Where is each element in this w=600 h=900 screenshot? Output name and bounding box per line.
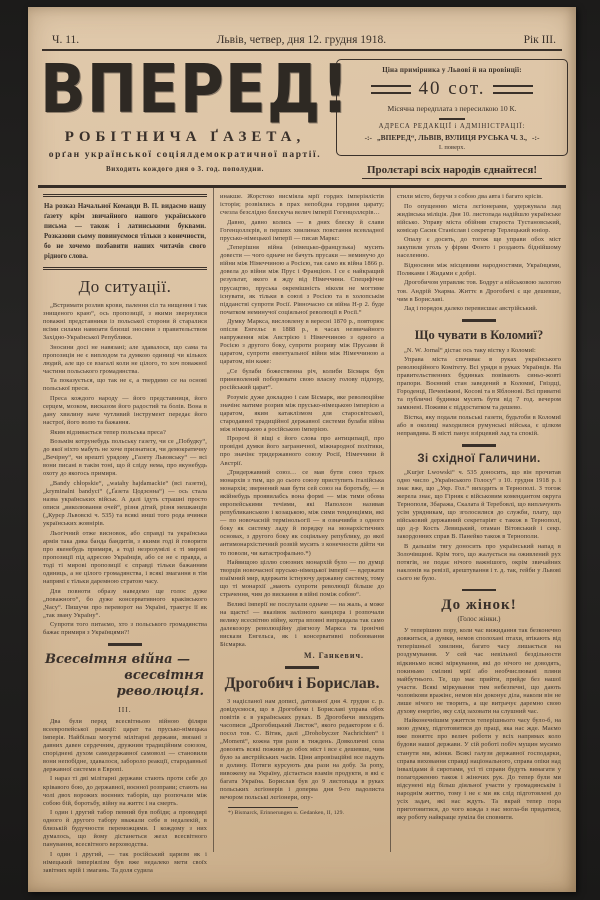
masthead-row — [28, 51, 576, 179]
dateline: Львів, четвер, дня 12. грудня 1918. — [216, 34, 387, 46]
newspaper-subtitle: РОБІТНИЧА ҐАЗЕТА, — [64, 128, 306, 145]
article-title-situation: До ситуації. — [78, 277, 172, 296]
footnote: *) Bismarck, Erinnerungen u. Gedanken, II, 129. — [228, 810, 345, 817]
double-line-ornament — [493, 85, 533, 94]
slogan: Пролєтарі всіх народів єднайтеся! — [362, 164, 542, 179]
article-title-east-galicia: Зі східної Галичини. — [417, 452, 541, 465]
paragraph: „Bandy chłopskie“, „watahy hajdamackie“ (всі газети), „kryminalni bandyci“ („Ґазета Цодзєнна“) — ось стала назва українських військ. А далі ідуть страшні просто описи „виколювання очей“, різня дітий, різня мешканців („Курєр Львовскі ч. 535) та всякі инші того рода вчинки українських жовнірів. — [43, 479, 207, 528]
article-subtitle-to-women: (Голос жінки.) — [457, 615, 501, 624]
paragraph: „Се булаби божественна річ, колиби Бісмарк був приневолений поборювати свою власну голову підпору, російський царат“. — [220, 367, 384, 392]
paragraph: Найконечнішим ужиттєм теперішнього часу було-б, на мою думку, підготовитися до праці, яка нас жде. Маємо вже поняттє про велич роботи у всіх напрямах коло будови нашої держави. У сій роботі побіч мущин мусимо станути ми, жінки. Всякі галузи державної господарки, справа виховання справді національного, справа опіки над інвалідами й сиротами, усі ті справи будуть вимагати у полагодженню також і жіночих рук. До тепер були ми відсунені від більш діяльної участи у громадянськім і народнім життю, тому і не є ми як слід підготовлені до усіх задач, які нас ждуть. Та вкрай тепер пора приготовитися, до чого кожда з нас могла-би придатися, яку роботу найкраще зуміла би сповнити. — [397, 717, 561, 821]
paragraph: Опалу є досить, до тогож ще управи обох міст закупили уголь у фірми Фонто і роздають біднійшому населенню. — [397, 236, 561, 260]
paragraph: Найвищою ціллю союзних монархій було — по думці творців новочасної прусько-німецької імперії — вдержати взаїмний мир, вдержати істнуючу державну систему, тому що ті монархії „мають супроти революції більше до страчення, чим до вискання в війні поміж собою“. — [220, 559, 384, 599]
paragraph: У теперішню пору, коли час вижидання так безконечно довжиться, а думки, немов сполохані птахи, втікають від теперішньої хвилини, багато часу лишається на роздумування. У сей час невільної бездільности відкиньмо всякі міркування, які до нічого не доводять, покиньмо сміливі мрії або необчислювані пляни майбутнього. Те, що має прийти, прийде без нашої участи. Всякі міркування тим небезпечні, що дають чоловікови вражінє, немов він доконує діла, наколи він не лише нічого не творить, а ще витрачує даремно свою духову енергію, яку слід заховати на слушний час. — [397, 627, 561, 715]
column-1 — [37, 188, 213, 874]
column-3 — [390, 188, 567, 852]
paragraph: Лад і порядок далеко перевисшає австрійський. — [404, 305, 538, 313]
paragraph: „Теперішня війна (німецько-французька) мусить довести — чого одначе не бачуть прусаки — неминучо до війни між Німеччиною а Росією, так само як війна 1866 р. довела до війни між Прус і Францією. І се є найкращий результат, якого я жду від Німеччини. Специфічне прусацтво, пруська окремішність ніколи не могтиме існувати, як тільки в союзі з Росією та в холопськім підданстві супроти Росії. Рівночасно ся війна Н-р 2. буде початком неминучої соціяльної революції в Росії.“ — [220, 244, 384, 316]
paragraph: „Встримати розлив крови, палення сіл та нищення і так знищеного краю“, ось пропозиції, з якими звернулися поважні представники із польської сторони й старалися всіми силами навязати близші зносини з правительством Західно-Української Републики. — [43, 302, 207, 342]
body-columns — [28, 188, 576, 874]
article-body-to-women — [397, 627, 561, 822]
masthead — [40, 50, 350, 179]
double-line-ornament — [371, 85, 411, 94]
paragraph: „Тридержавний союз… се мав бути союз трьох монархів з тим, що до сього союзу приступить італійська монархія; звернений мав бути сей союз на боротьбу, — в якійнебудь проявилабсь вона формі — між тими обома европейськими течіями, які Наполєон називав републиканською і козацькою, між сими тенденціями, які — по новочасній термінольогії — я означивби з одного боку як систему ладу й порядку на монархістичних основах, з другого боку як соціяльну републику, до якої антимонархістичний розвій мусить з конечности дійти чи то поволи, чи катастрофально.*) — [220, 469, 384, 557]
dateline-row — [52, 34, 556, 46]
paragraph: В дальшім тягу доносить про український напад в Золочівщині. Крім того, що жалується на оживлений рух потягів, не подає нічого важнішого, окрім звичайних наклонів на ревізії, арештування і т. д. так, гейби у Львові сього не було. — [397, 542, 561, 582]
paragraph: Відносини між місцевими народностями, Українцями, Поляками і Жидами є добрі. — [397, 261, 561, 277]
paragraph: Дрогобичом управляє тов. Бодруг а військовою залогою тов. Андрій Укарма. Життє в Дрогобичі є ще дешевше, чим в Бориславі. — [397, 279, 561, 303]
price-row — [343, 78, 561, 100]
newspaper-page — [28, 7, 576, 892]
paragraph: Преса кождого народу — його представниця, його серцем, мозком, висказом його радостий та болів. Вона в дану хвилину наче чутливий інструмент передає його настрої, його волю та бажання. — [43, 395, 207, 427]
section-bar — [108, 643, 142, 646]
article-body-kolomyia — [397, 347, 561, 439]
title-line: Всесвітня війна — — [45, 651, 191, 667]
price-heading: Ціна примірника у Львові й на провінції: — [382, 66, 522, 74]
paragraph: Яким відзивається тепер польська преса? — [50, 428, 166, 436]
paragraph: Думку Маркса, висловлену в вересні 1870 р., повторює опісля Енгельс в 1888 р., в часах незвичайного напруження між Австрією і Німеччиною з одного а Росією з другого боку, супроти розриву між Прусами й царатом, супроти евентуальної війни між Німеччиною а царатом, він каже: — [220, 318, 384, 366]
paragraph: „Kurjer Lwowski“ ч. 535 доносить, що він прочитав одно число „Українського Голосу“ з 10. грудня 1918 р. і знає вже, що „Укр. Гол.“ виходить в Тернополі. З тогож жерела знає, що Гірняк є військовим комендантом округа Тернополя, Збаража, Скалата й Теребовлі, що виплачують усім урядникам, що зголосилися до служби, плату, що військовий державний секретаріят є також в Тернополі, що д-р Кость Левицький, отаман Вітовський і секр. закордонних справ В. Панейко також в Тернополи. — [397, 468, 561, 541]
paragraph: І один і другий табор певний був побіди; а проводирі одного й другого табору вважали себе в недалекій, в близькій будучности переможцями. І кождому з них думалось, що йому дістанеться жезл всесвітного панування, всесвітного верховодства. — [43, 809, 207, 849]
author-byline: М. Ганкевич. — [304, 651, 364, 661]
paragraph: Два були перед всесвітньою війною філяри всеевропейської реакції: царат та прусько-німецька імперія. Найбільш могутні мілітарні держави, звязані з давних давен сердечним, дружним традиційним союзом, споріднені духом самодержавної самоволі — становили вони непобідне, здавалося, забороло реакції, стародавньої державної системи в Европі. — [43, 717, 207, 773]
address-text: „ВПЕРЕД“, ЛЬВІВ, ВУЛИЦЯ РУСЬКА Ч. 3., — [376, 133, 528, 142]
paragraph: инакше. Жорстоко висміяла мрії гордих імперіялістів історія; розвіялись в прах непобідна гординя царату; счезла безслідно блескуча велич імперії Гогенцоллєрів… — [220, 193, 384, 217]
price-value: 40 сот. — [418, 78, 486, 99]
section-bar — [462, 444, 496, 447]
article-title-world-war — [43, 652, 207, 701]
article-title-drohobych: Дрогобич і Борислав. — [224, 674, 380, 692]
article-title-kolomyia: Що чувати в Коломиї? — [414, 327, 544, 342]
paragraph: Возьмім котрунебудь польську газету, чи се „Побудку“, до якої ніхто мабуть не хоче признатися, чи демократичну „Вечірну“, чи врешті урядову „Газету Львовську“ — всі вони писані в такім тоні, що й сліду нема, про якунебудь охоту до якогось примиря. — [43, 438, 207, 478]
column-2 — [213, 188, 390, 852]
section-bar — [462, 589, 496, 592]
paragraph: Льогічний отже висновок, або справді та українська армія така дика банда бандитів, з якими годі й говорити про якенебудь примиря, а тоді незрозумілі є ті мирові пропозиції під адресою Українців, або се не є правда, а тоді ті мирові пропозиції є справді тільки бажанням одиниць, а не цілого громадянства, і всякі змагання в тім напрямі є тільки даремною стратою часу. — [43, 529, 207, 586]
address-floor: I. поверх. — [438, 144, 466, 151]
schedule-line: Виходить кождого дня о 3. год. пополудни. — [106, 164, 264, 173]
paragraph: Супроти того питаємо, хто з польського громадянства бажає примиря з Українцями?! — [43, 621, 207, 637]
address-heading: АДРЕСА РЕДАКЦІЇ і АДМІНІСТРАЦІЇ: — [378, 123, 526, 130]
article-body-situation — [43, 302, 207, 637]
article-title-to-women: До жінок! — [441, 597, 517, 614]
editorial-notice: На розказ Начальної Команди В. П. видаємо нашу ґазету крім звичайного нашого українського письма — також і латинськими буквами. Розказови сьому повинуємося тільки з конечности, бо не хочемо позбавити наших читачів свого рідного слова. — [43, 194, 207, 270]
address-ornament: -:- — [364, 133, 372, 142]
paragraph: Пророчі й віщі є його слова про антиципації, про провідні думки його заграничної, міжнародної політики, про значінє тридержавного союзу Росії, Німеччини й Австрії. — [220, 435, 384, 467]
title-line: всесвітня революція. — [116, 668, 204, 700]
article-continuation — [397, 193, 561, 313]
article-continuation — [220, 193, 384, 649]
paragraph: Давно, давно колись — в днях блеску й слави Гогенцоллєрів, в перших хвилинах повстання всевладної прусько-німецької імперії — писав Маркс: — [220, 218, 384, 242]
issue-number: Ч. 11. — [52, 34, 80, 46]
organ-line: орґан української соціялдемократичної партії. — [48, 149, 322, 160]
article-body-drohobych — [220, 698, 384, 803]
paragraph: „N. W. Jornal“ дістає ось таку вістку з Коломиї: — [404, 346, 536, 354]
newspaper-title: ВПЕРЕД! — [40, 50, 350, 129]
address-ornament: -:- — [532, 133, 540, 142]
paragraph: І один і другий, — так російський царизм як і німецький імперіялізм був вже недалеко мети своїх завітних мрій і змагань. Та доля судила — [43, 850, 207, 874]
article-part-number: III. — [118, 704, 132, 714]
paragraph: Зносини досі не навязані; але здавалося, що сама та пропозиція не є виплодом та думкою одиниці чи кількох людий, але що се взагалі коли не цілого, то хоч поважної частини польського громадянства. — [43, 343, 207, 375]
footnote-rule — [228, 807, 298, 808]
price-address-box — [336, 59, 568, 156]
paragraph: Великі імперії не послухали одначе — на жаль, а може на щастє! — вказівок залізного канцлєра і розпочали велику всесвітню війну, котра вповні виправдала так само далекозору революційну діягнозу Маркса та іронічні вискази Енгельса, як і консервативні побоювання Бісмарка. — [220, 600, 384, 649]
paragraph: стили місто, беручи з собою два авта і багато крісів. — [397, 193, 543, 200]
mini-rule — [439, 118, 465, 120]
section-bar — [285, 666, 319, 669]
paragraph: І нараз ті дві мілітарні держави стають проти себе до крівавого бою, до державної, воєнної розправи; стають на чолі двох ворожих воєнних таборів, що розпочали між собою бій, боротьбу, війну на життє і на смерть. — [43, 775, 207, 807]
section-bar — [462, 319, 496, 322]
paragraph: Для повноти образу наведемо ще голос дуже „поважного“, бо дуже консервативного краківського „Часу“. Пишучи про переворот на Україні, трактує її як „так звану Україну“. — [43, 587, 207, 619]
article-body-world-war — [43, 718, 207, 875]
paragraph: Вістка, яку подали польські газети, будьтоби в Коломиї або в околиці находилися румунські війська, є цілком неправдива. В місті панує взірцевий лад та спокій. — [397, 414, 561, 438]
address-line — [343, 133, 561, 142]
subscription-line: Місячна передплата з пересилкою 10 К. — [387, 104, 517, 113]
paragraph: З надісланої нам дописі, датованої дня 4. грудня с. р. довідуємося, що в Дрогобичи і Бориславі управа обох повітів є в українських руках. В Дрогобичи виходять часописи „Дрогобицький Листок“, якого редактором є б. посол тов. С. Вітик, далі „Drohobyczer Nachrichten“ і „Moment“, кожна три рази в тиждень. Довколичні села довозять всякі поживи до обох міст і все є дешевше, чим було за австрійських часів. Ціни апровізаційні все падуть в долину. Потяги курсують два рази на добу. За ропу, вивожену на Україну, дістається взамін продукти, в які є багата Україна. Борислав був до 9 листопада в руках польських лєгіонерів і доперва дня 9-го падолиста вечором польські лєгіонери, опу- — [220, 697, 384, 802]
header-right — [336, 57, 568, 179]
paragraph: Розуміє дуже докладно і сам Бісмарк, яке революційне значінє матиме розрив між прусько-німецькою імперією а царатом, яким катаклізмом для старосвітської, стародавної традиційної державної системи булаби війна між німецькою а російською імперією. — [220, 393, 384, 433]
year-label: Рік III. — [523, 34, 556, 46]
paragraph: Та показується, що так не є, а твердимо се на основі польської преси. — [43, 377, 207, 393]
article-body-east-galicia — [397, 469, 561, 583]
paragraph: Управа міста спочиває в руках українського революційного Комітету. Всі уряди в руках Українців. На правительственних будинках повівають синьо-жовті прапори. Воєнний стан заведений в Коломиї, Гвіздці, Городенці, Печеніжині, Косові та в Яблонові. Всі приватні та публичні будинки мусять бути від 7 год. вечером замкнені. Поживи є піддостатком та дешево. — [397, 356, 561, 412]
paragraph: По опущенню міста лєгіонерами, удержувала лад жидівська міліція. Дня 10. листопада надійшло українське військо. Управу міста обійняв староста Тустановський, комісар Сасик Станіслав і секретар Терлецький юніор. — [397, 202, 561, 234]
